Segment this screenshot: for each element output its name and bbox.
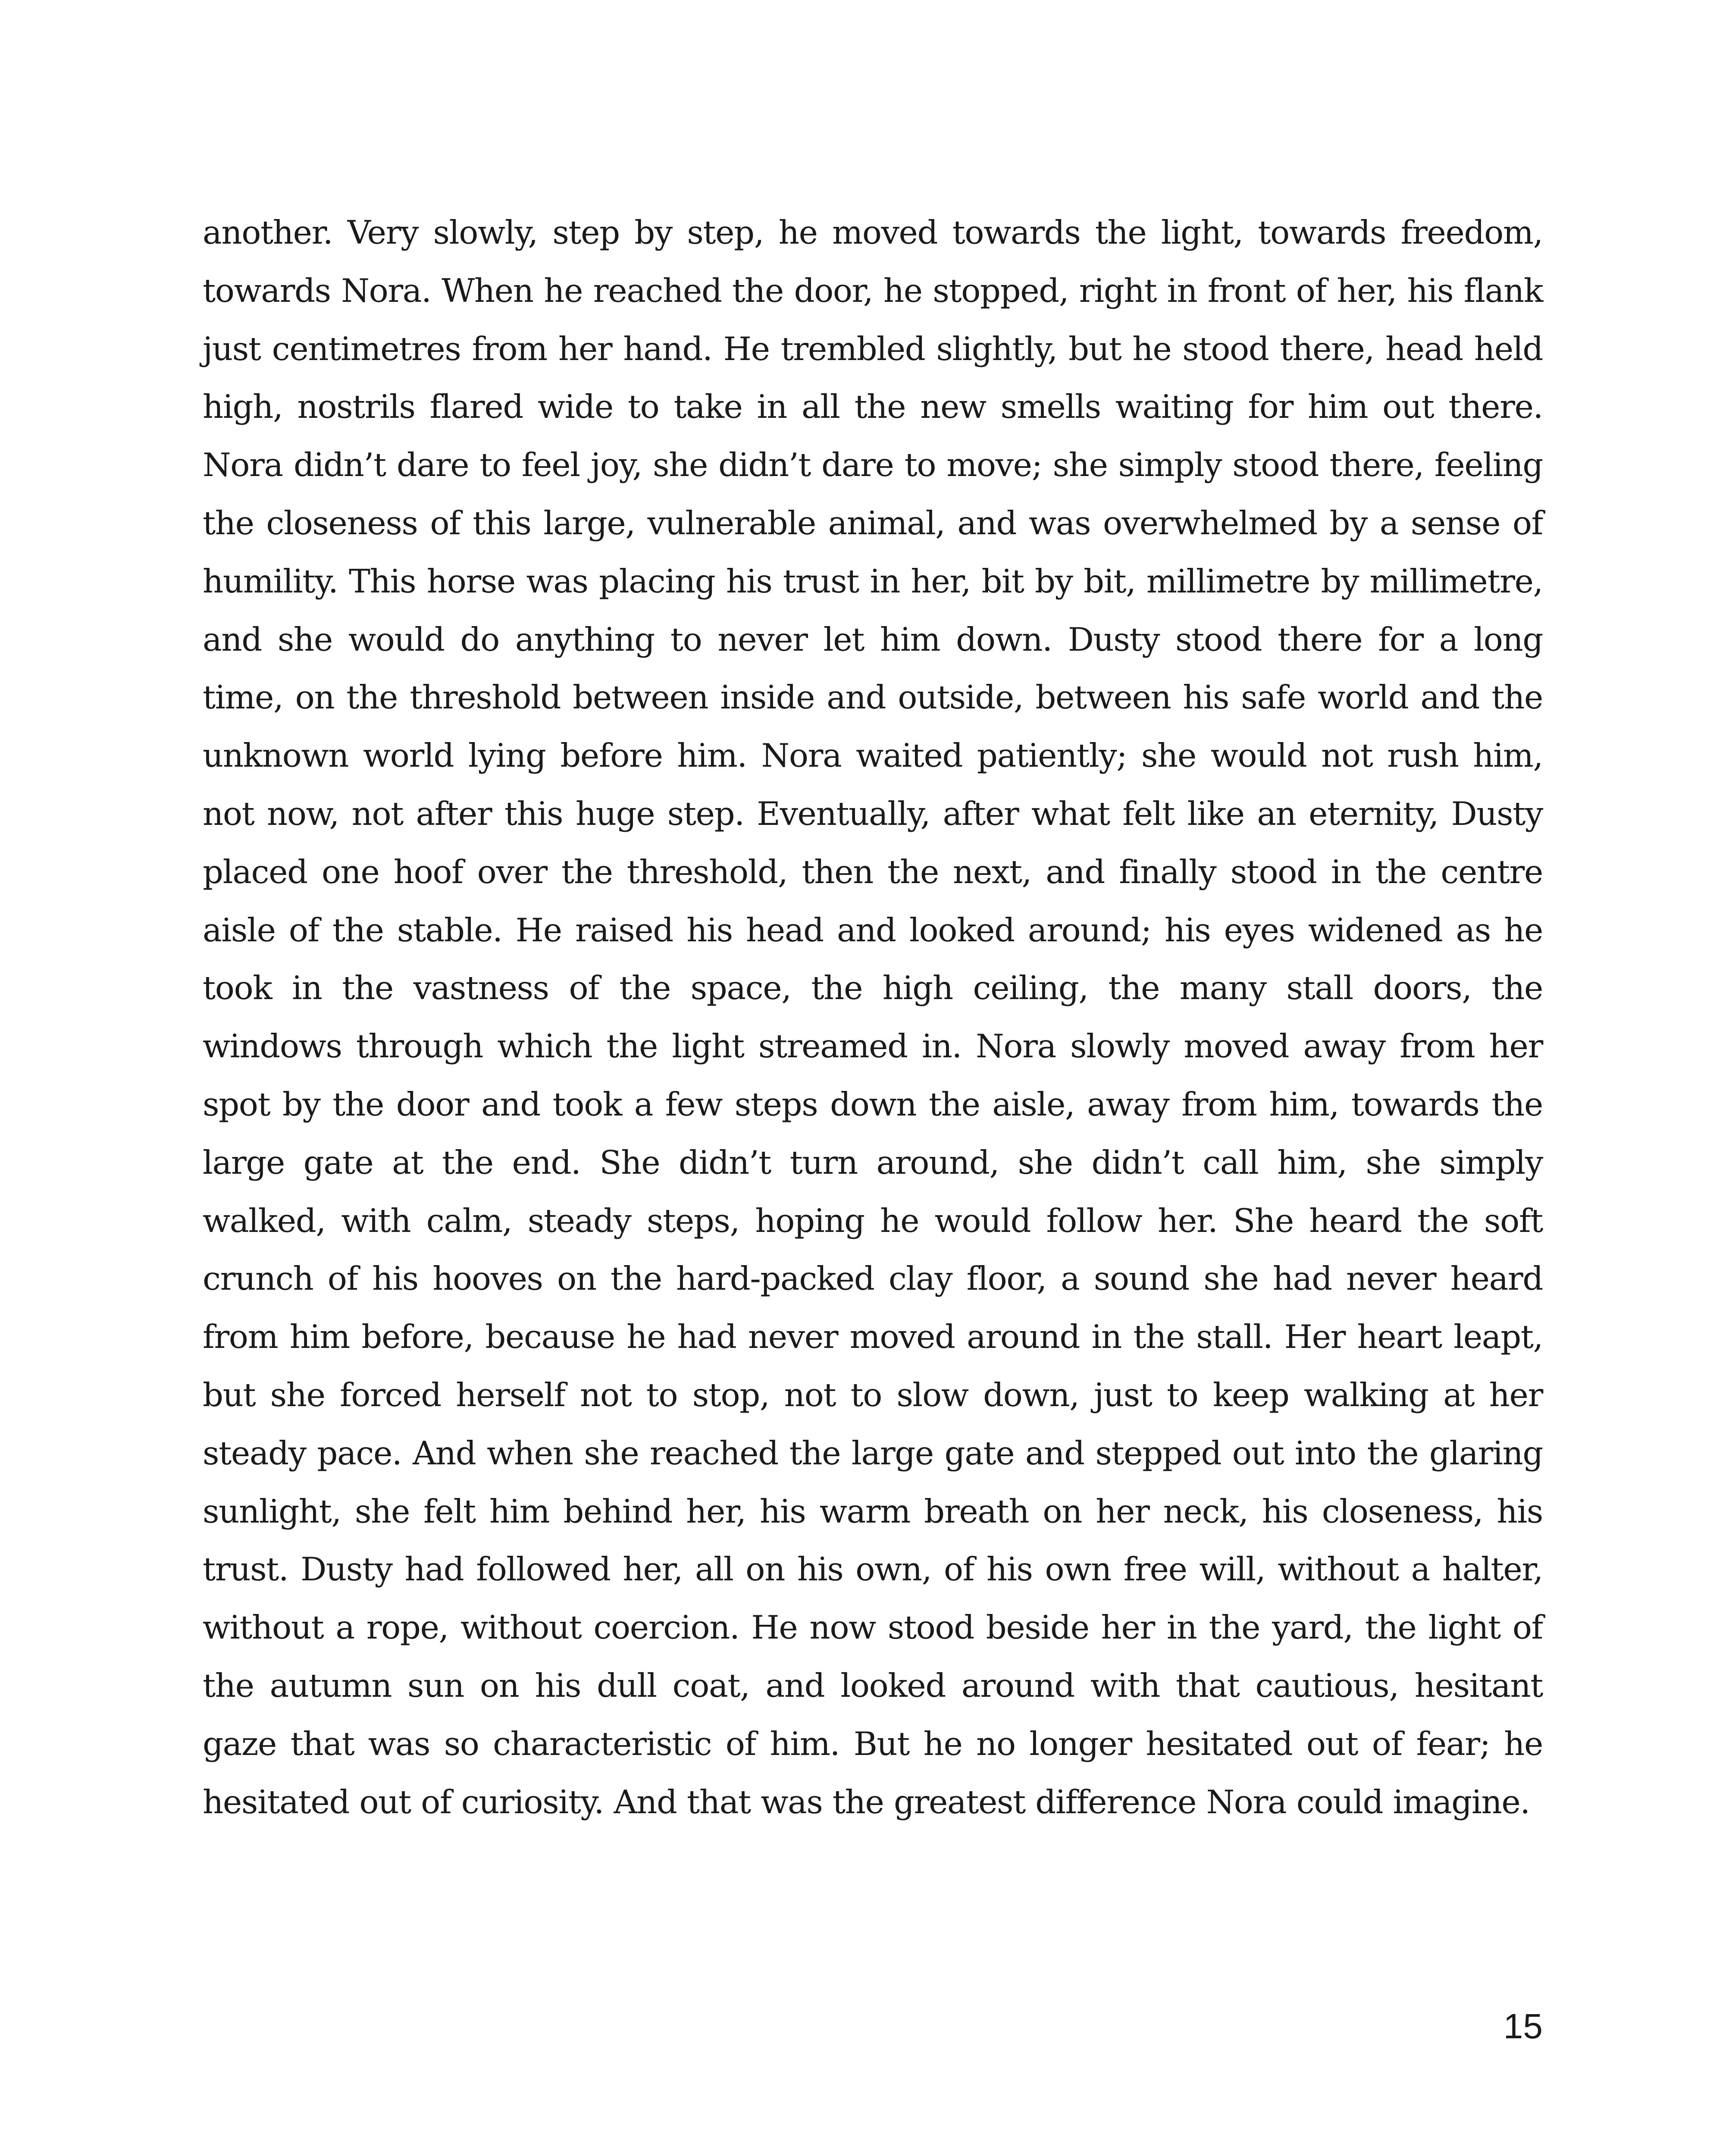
page-number: 15 (1503, 2007, 1543, 2046)
body-paragraph: another. Very slowly, step by step, he moved towards the light, towards freedom, towards Nora. When he reached the door, he stopped, right in front of her, his flank just centimetres from her hand. He trembled slightly, but he stood there, head held high, nostrils flared wide to take in all the new smells waiting for him out there. Nora didn’t dare to feel joy, she didn’t dare to move; she simply stood there, feeling the closeness of this large, vulnerable animal, and was overwhelmed by a sense of humility. This horse was placing his trust in her, bit by bit, millimetre by millimetre, and she would do anything to never let him down. Dusty stood there for a long time, on the threshold between inside and outside, between his safe world and the unknown world lying before him. Nora waited patiently; she would not rush him, not now, not after this huge step. Eventually, after what felt like an eternity, Dusty placed one hoof over the threshold, then the next, and finally stood in the centre aisle of the stable. He raised his head and looked around; his eyes widened as he took in the vastness of the space, the high ceiling, the many stall doors, the windows through which the light streamed in. Nora slowly moved away from her spot by the door and took a few steps down the aisle, away from him, towards the large gate at the end. She didn’t turn around, she didn’t call him, she simply walked, with calm, steady steps, hoping he would follow her. She heard the soft crunch of his hooves on the hard-packed clay floor, a sound she had never heard from him before, because he had never moved around in the stall. Her heart leapt, but she forced herself not to stop, not to slow down, just to keep walking at her steady pace. And when she reached the large gate and stepped out into the glaring sunlight, she felt him behind her, his warm breath on her neck, his closeness, his trust. Dusty had followed her, all on his own, of his own free will, without a halter, without a rope, without coercion. He now stood beside her in the yard, the light of the autumn sun on his dull coat, and looked around with that cautious, hesitant gaze that was so characteristic of him. But he no longer hesitated out of fear; he hesitated out of curiosity. And that was the greatest difference Nora could imagine. (203, 213, 1543, 1821)
